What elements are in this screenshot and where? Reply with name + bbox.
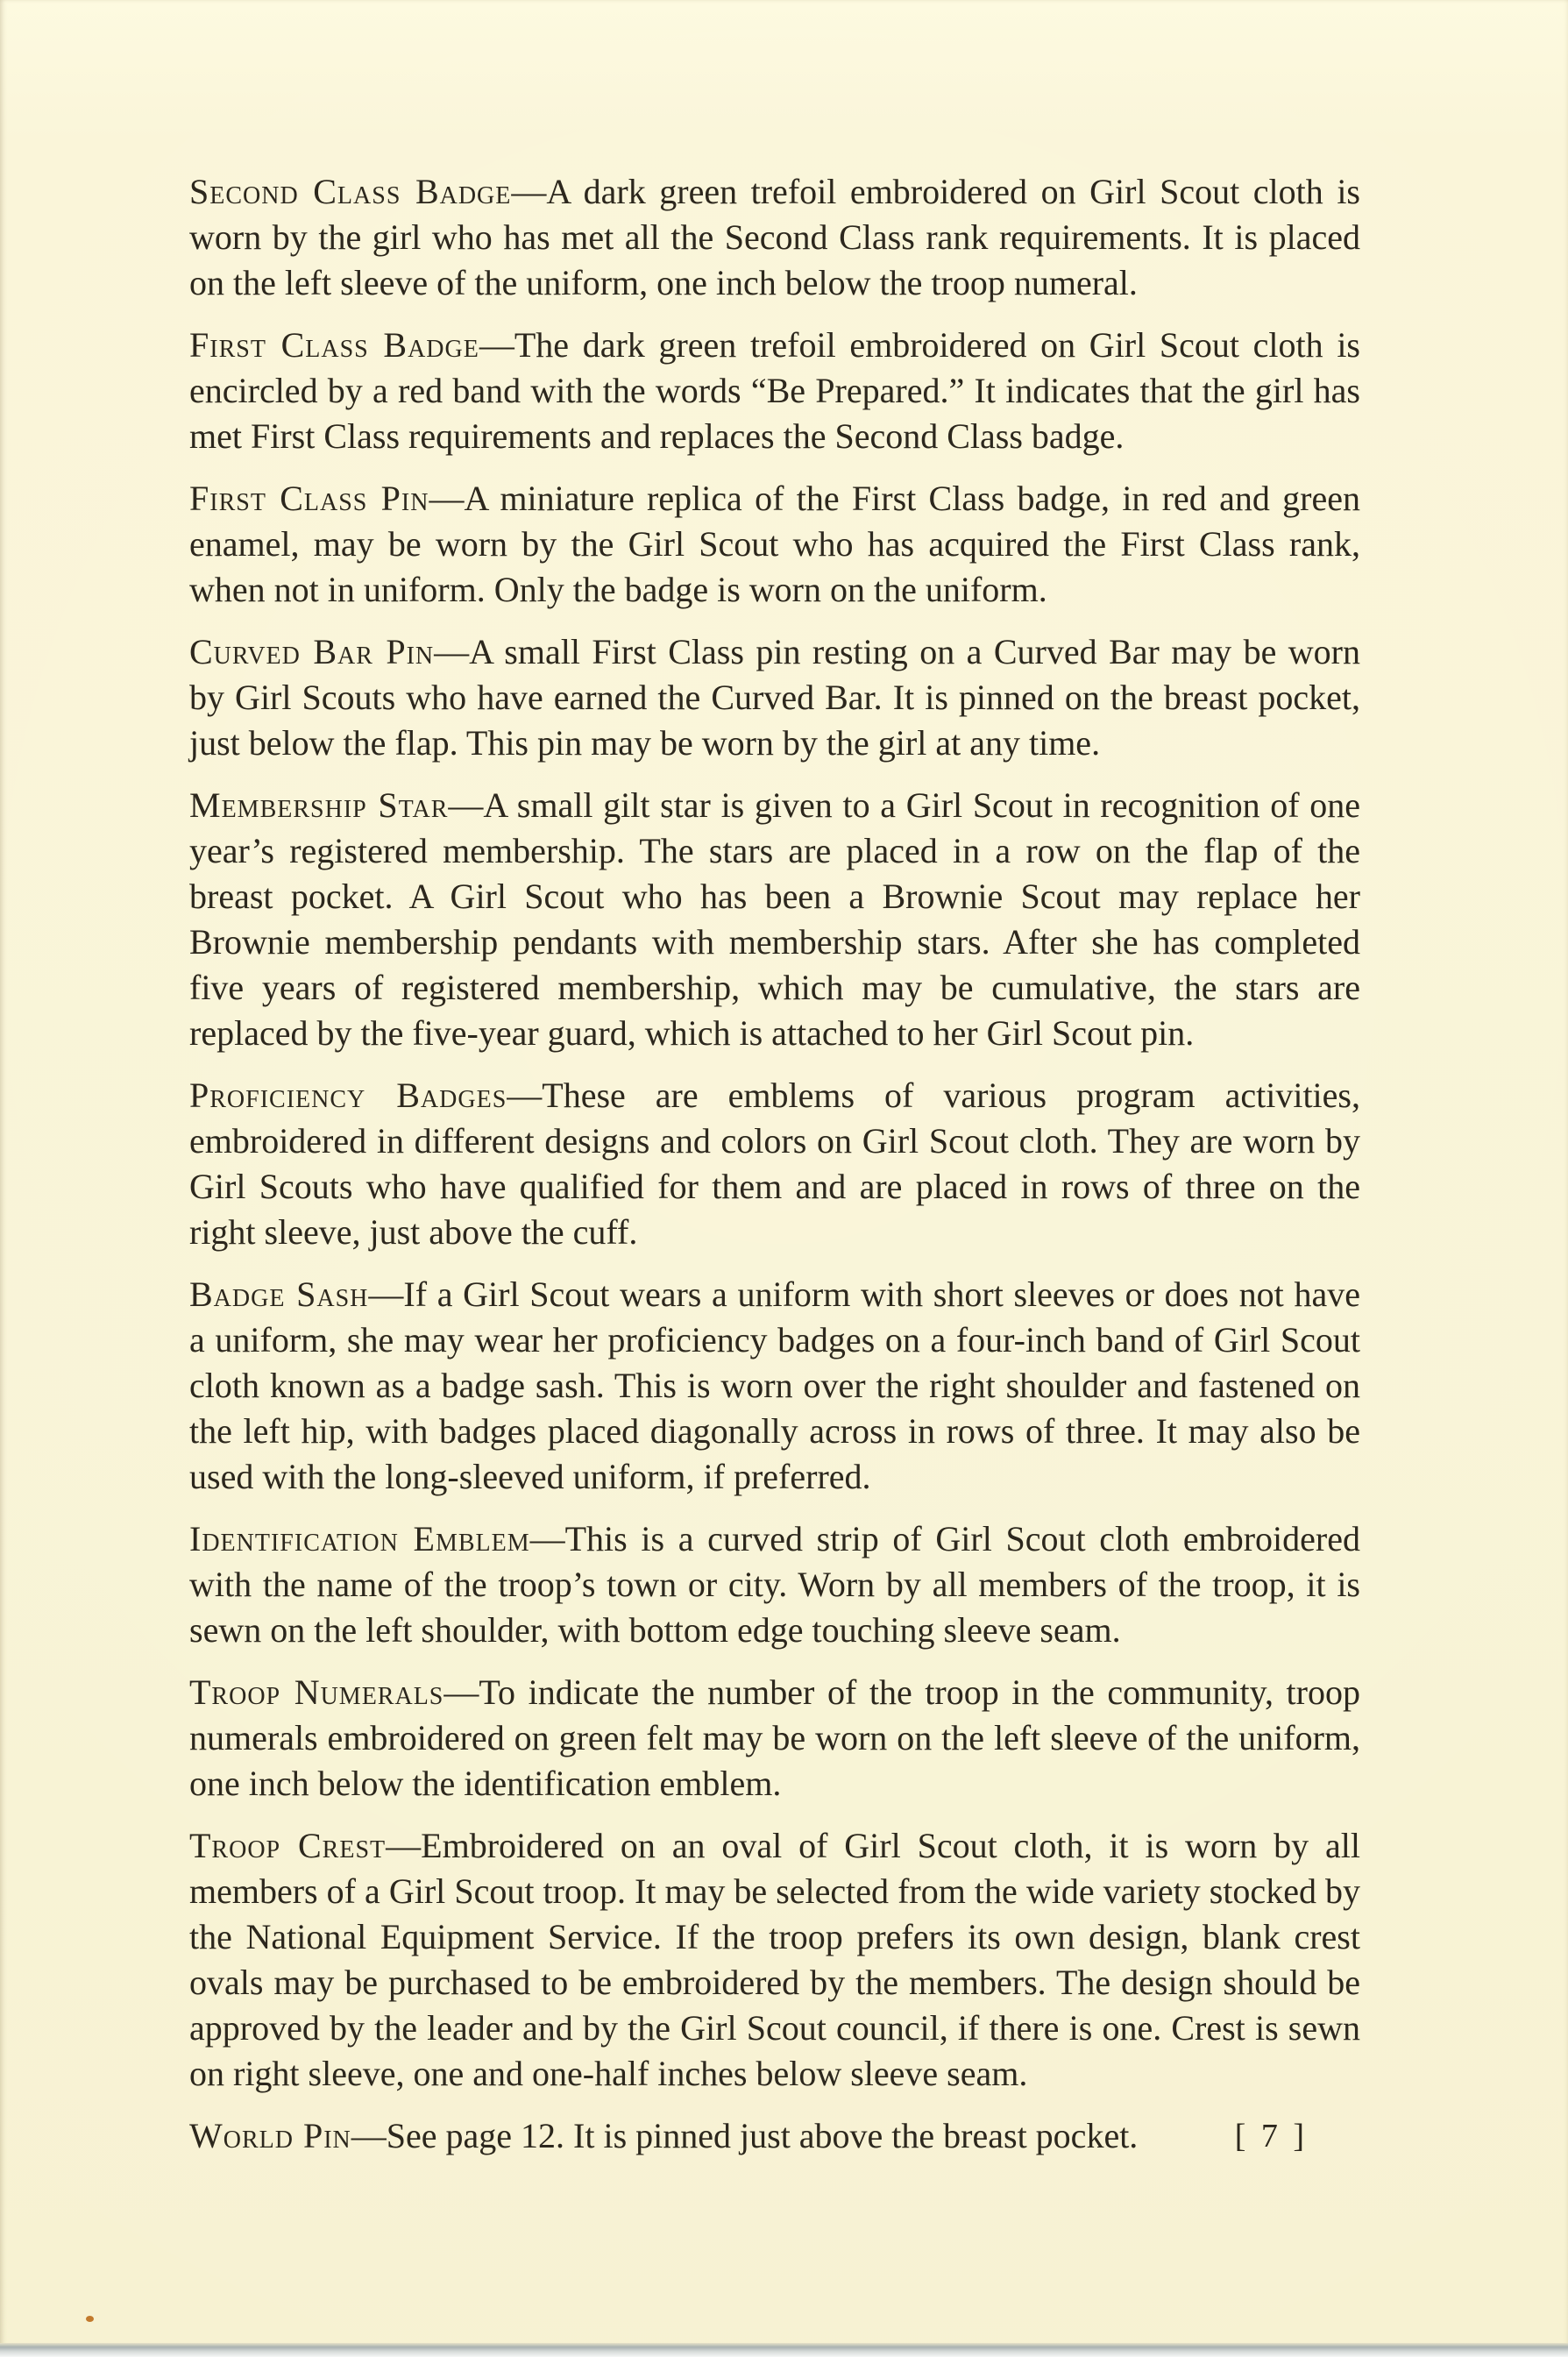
- term-badge-sash: Badge Sash: [189, 1274, 369, 1314]
- term-identification-emblem: Identification Emblem: [189, 1519, 530, 1558]
- scan-bottom-edge: [0, 2343, 1568, 2357]
- term-world-pin: World Pin: [189, 2116, 351, 2155]
- term-first-class-pin: First Class Pin: [189, 479, 429, 518]
- definition-text: —The dark green trefoil embroidered on Girl Scout cloth is encircled by a red band with the words “Be Prepared.” It indicates that the girl has met First Class requirements and replaces the Second Class badge.: [189, 325, 1361, 456]
- definition-text: —A dark green trefoil embroidered on Girl Scout cloth is worn by the girl who has met all the Second Class rank requirements. It is placed on the left sleeve of the uniform, one inch below the troop numeral.: [189, 172, 1361, 302]
- entry-proficiency-badges: [189, 1073, 1360, 1255]
- term-first-class-badge: First Class Badge: [189, 325, 479, 365]
- definition-text: —A small First Class pin resting on a Curved Bar may be worn by Girl Scouts who have earned the Curved Bar. It is pinned on the breast pocket, just below the flap. This pin may be worn by the girl at any time.: [189, 632, 1361, 763]
- entry-troop-crest: [189, 1823, 1360, 2097]
- definition-text: —To indicate the number of the troop in the community, troop numerals embroidered on green felt may be worn on the left sleeve of the uniform, one inch below the identification emblem.: [189, 1672, 1360, 1803]
- term-second-class-badge: Second Class Badge: [189, 172, 512, 211]
- definition-text: —See page 12. It is pinned just above the breast pocket.: [351, 2116, 1139, 2155]
- definition-text: —If a Girl Scout wears a uniform with short sleeves or does not have a uniform, she may wear her proficiency badges on a four-inch band of Girl Scout cloth known as a badge sash. This is worn over the right shoulder and fastened on the left hip, with badges placed diagonally across in rows of three. It may also be used with the long-sleeved uniform, if preferred.: [189, 1274, 1360, 1496]
- term-curved-bar-pin: Curved Bar Pin: [189, 632, 435, 671]
- definition-text: —A miniature replica of the First Class badge, in red and green enamel, may be worn by the Girl Scout who has acquired the First Class rank, when not in uniform. Only the badge is worn on the uniform.: [189, 479, 1360, 609]
- term-troop-crest: Troop Crest: [189, 1826, 387, 1865]
- entry-second-class-badge: [189, 169, 1360, 306]
- entry-identification-emblem: [189, 1516, 1360, 1653]
- term-membership-star: Membership Star: [189, 785, 449, 825]
- definition-text: —This is a curved strip of Girl Scout cloth embroidered with the name of the troop’s town or city. Worn by all members of the troop, it is sewn on the left shoulder, with bottom edge touching sleeve seam.: [189, 1519, 1360, 1650]
- paper-speck: [86, 2316, 94, 2322]
- entry-first-class-pin: [189, 476, 1360, 613]
- definition-text: —A small gilt star is given to a Girl Scout in recognition of one year’s registered membership. The stars are placed in a row on the flap of the breast pocket. A Girl Scout who has been a Brownie Scout may replace her Brownie membership pendants with membership stars. After she has completed five years of registered membership, which may be cumulative, the stars are replaced by the five-year guard, which is attached to her Girl Scout pin.: [189, 785, 1361, 1053]
- entry-first-class-badge: [189, 323, 1360, 459]
- page-number: [ 7 ]: [1234, 2118, 1308, 2155]
- entry-membership-star: [189, 783, 1360, 1056]
- definitions-text-block: [189, 169, 1360, 2176]
- term-troop-numerals: Troop Numerals: [189, 1672, 444, 1712]
- definition-text: —These are emblems of various program activities, embroidered in different designs and colors on Girl Scout cloth. They are worn by Girl Scouts who have qualified for them and are placed in rows of three on the right sleeve, just above the cuff.: [189, 1076, 1360, 1252]
- term-proficiency-badges: Proficiency Badges: [189, 1076, 507, 1115]
- entry-troop-numerals: [189, 1670, 1360, 1807]
- entry-badge-sash: [189, 1272, 1360, 1500]
- definition-text: —Embroidered on an oval of Girl Scout cloth, it is worn by all members of a Girl Scout troop. It may be selected from the wide variety stocked by the National Equipment Service. If the troop prefers its own design, blank crest ovals may be purchased to be embroidered by the members. The design should be approved by the leader and by the Girl Scout council, if there is one. Crest is sewn on right sleeve, one and one-half inches below sleeve seam.: [189, 1826, 1360, 2093]
- entry-curved-bar-pin: [189, 629, 1360, 766]
